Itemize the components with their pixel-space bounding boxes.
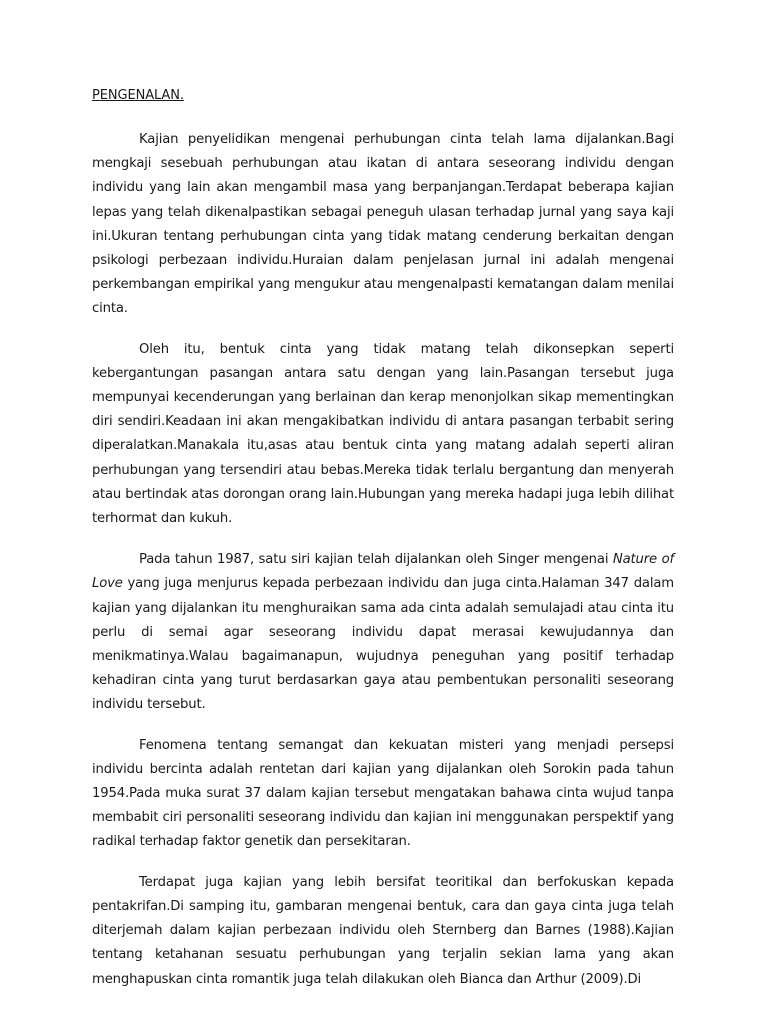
paragraph-3-text-before: Pada tahun 1987, satu siri kajian telah dijalankan oleh Singer mengenai: [139, 552, 613, 568]
page-heading: PENGENALAN.: [92, 88, 184, 103]
paragraph-3-italic-title: Nature of Love: [92, 552, 674, 592]
paragraph-5: Terdapat juga kajian yang lebih bersifat teoritikal dan berfokuskan kepada pentakrifan.Di samping itu, gambaran mengenai bentuk, cara dan gaya cinta juga telah diterjemah dalam kajian perbezaan individu oleh Sternberg dan Barnes (1988).Kajian tentang ketahanan sesuatu perhubungan yang terjalin sekian lama yang akan menghapuskan cinta romantik juga telah dilakukan oleh Bianca dan Arthur (2009).Di: [92, 874, 674, 987]
paragraph-2: Oleh itu, bentuk cinta yang tidak matang telah dikonsepkan seperti kebergantungan pasangan antara satu dengan yang lain.Pasangan tersebut juga mempunyai kecenderungan yang berlainan dan kerap menonjolkan sikap mementingkan diri sendiri.Keadaan ini akan mengakibatkan individu di antara pasangan terbabit sering diperalatkan.Manakala itu,asas atau bentuk cinta yang matang adalah seperti aliran perhubungan yang tersendiri atau bebas.Mereka tidak terlalu bergantung dan menyerah atau bertindak atas dorongan orang lain.Hubungan yang mereka hadapi juga lebih dilihat terhormat dan kukuh.: [92, 341, 674, 527]
paragraph-3: [92, 548, 674, 717]
paragraph-4: Fenomena tentang semangat dan kekuatan misteri yang menjadi persepsi individu bercinta adalah rentetan dari kajian yang dijalankan oleh Sorokin pada tahun 1954.Pada muka surat 37 dalam kajian tersebut mengatakan bahawa cinta wujud tanpa membabit ciri personaliti seseorang individu dan kajian ini menggunakan perspektif yang radikal terhadap faktor genetik dan persekitaran.: [92, 737, 674, 850]
paragraph-3-text-after: yang juga menjurus kepada perbezaan individu dan juga cinta.Halaman 347 dalam kajian yang dijalankan itu menghuraikan sama ada cinta adalah semulajadi atau cinta itu perlu di semai agar seseorang individu dapat merasai kewujudannya dan menikmatinya.Walau bagaimanapun, wujudnya peneguhan yang positif terhadap kehadiran cinta yang turut berdasarkan gaya atau pembentukan personaliti seseorang individu tersebut.: [92, 576, 674, 713]
document-page: [92, 86, 674, 1008]
paragraph-1: Kajian penyelidikan mengenai perhubungan cinta telah lama dijalankan.Bagi mengkaji sesebuah perhubungan atau ikatan di antara seseorang individu dengan individu yang lain akan mengambil masa yang berpanjangan.Terdapat beberapa kajian lepas yang telah dikenalpastikan sebagai peneguh ulasan terhadap jurnal yang saya kaji ini.Ukuran tentang perhubungan cinta yang tidak matang cenderung berkaitan dengan psikologi perbezaan individu.Huraian dalam penjelasan jurnal ini adalah mengenai perkembangan empirikal yang mengukur atau mengenalpasti kematangan dalam menilai cinta.: [92, 132, 674, 317]
